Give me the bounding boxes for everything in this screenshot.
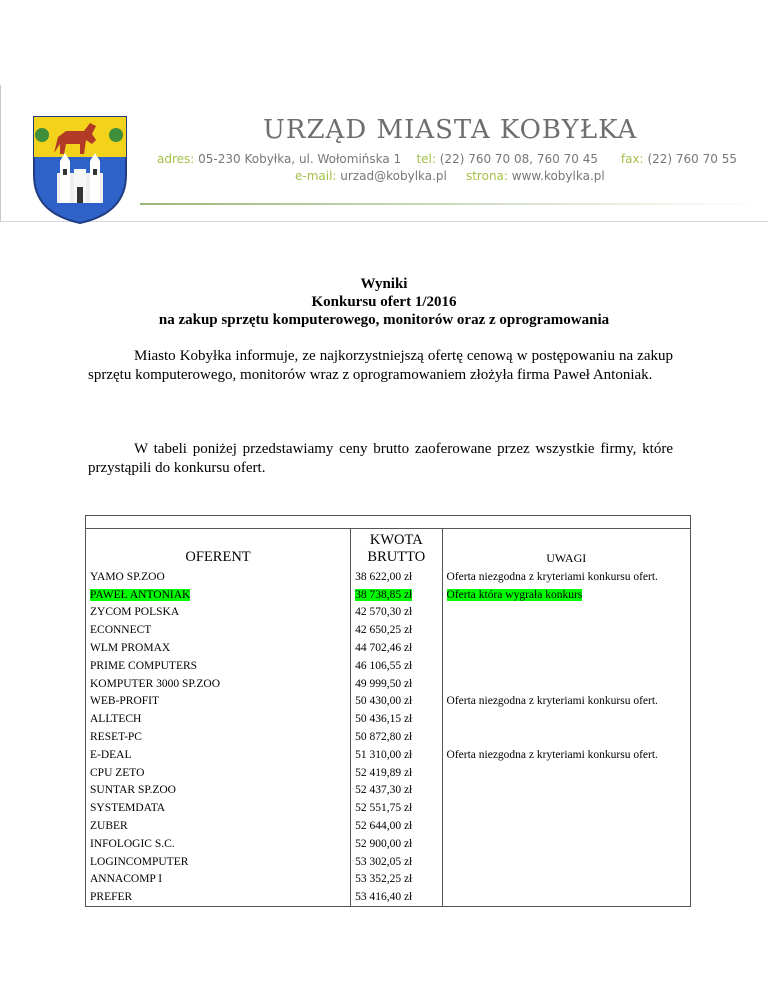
offer-amount-cell (351, 568, 442, 586)
offer-amount-cell (351, 657, 442, 675)
offer-name-text: PRIME COMPUTERS (90, 659, 198, 672)
offer-name-cell (86, 835, 351, 853)
header-oferent: OFERENT (86, 529, 351, 569)
offer-amount-text: 38 622,00 zł (355, 570, 413, 583)
letterhead-accent-line (140, 203, 760, 205)
offer-amount-cell (351, 871, 442, 889)
offer-amount-cell (351, 764, 442, 782)
offer-amount-cell (351, 888, 442, 906)
offer-name-text: INFOLOGIC S.C. (90, 837, 175, 850)
offer-amount-cell (351, 710, 442, 728)
table-row (86, 568, 691, 586)
offer-amount-cell (351, 586, 442, 604)
letterhead-web-line (295, 169, 605, 183)
table-row (86, 710, 691, 728)
offer-note-cell (442, 799, 690, 817)
intro-paragraph: Miasto Kobyłka informuje, ze najkorzystniejszą ofertę cenową w postępowaniu na zakup sprzętu komputerowego, monitorów wraz z oprogramowaniem złożyła firma Paweł Antoniak. (88, 348, 673, 383)
offer-name-text: ZUBER (90, 820, 128, 833)
offer-note-text: Oferta niezgodna z kryteriami konkursu ofert. (446, 695, 658, 708)
offer-name-cell (86, 888, 351, 906)
table-row (86, 675, 691, 693)
offer-amount-text: 51 310,00 zł (355, 748, 413, 761)
offer-name-text: PREFER (90, 891, 133, 904)
table-row (86, 604, 691, 622)
offer-name-cell (86, 764, 351, 782)
offer-note-cell (442, 675, 690, 693)
offer-note-cell (442, 693, 690, 711)
offer-note-text: Oferta która wygrała konkurs (446, 588, 583, 601)
offer-amount-cell (351, 728, 442, 746)
offer-amount-cell (351, 799, 442, 817)
offer-name-cell (86, 657, 351, 675)
offer-name-cell (86, 621, 351, 639)
offer-note-cell (442, 888, 690, 906)
table-row (86, 817, 691, 835)
address-label: adres: (157, 152, 195, 166)
table-row (86, 871, 691, 889)
table-row (86, 835, 691, 853)
offer-name-cell (86, 693, 351, 711)
offer-note-text: Oferta niezgodna z kryteriami konkursu ofert. (446, 748, 658, 761)
offer-amount-text: 50 430,00 zł (355, 695, 413, 708)
table-top-row (86, 516, 691, 529)
offer-name-cell (86, 782, 351, 800)
offer-name-text: YAMO SP.ZOO (90, 570, 165, 583)
offer-name-text: ANNACOMP I (90, 873, 163, 886)
offer-name-text: CPU ZETO (90, 766, 145, 779)
offer-name-text: E-DEAL (90, 748, 132, 761)
offer-name-cell (86, 799, 351, 817)
offer-note-cell (442, 604, 690, 622)
offer-name-cell (86, 639, 351, 657)
offer-name-cell (86, 586, 351, 604)
letterhead-border (0, 85, 11, 222)
offer-note-cell (442, 835, 690, 853)
table-intro-paragraph: W tabeli poniżej przedstawiamy ceny brutto zaoferowane przez wszystkie firmy, które przystąpili do konkursu ofert. (88, 441, 673, 476)
offer-note-cell (442, 568, 690, 586)
fax-text: (22) 760 70 55 (647, 152, 737, 166)
offer-name-text: ZYCOM POLSKA (90, 606, 180, 619)
offer-amount-cell (351, 621, 442, 639)
offer-amount-cell (351, 604, 442, 622)
offer-name-text: SYSTEMDATA (90, 802, 166, 815)
table-row (86, 782, 691, 800)
fax-label: fax: (620, 152, 644, 166)
table-row (86, 764, 691, 782)
offer-note-cell (442, 853, 690, 871)
offer-amount-text: 53 352,25 zł (355, 873, 413, 886)
offer-name-text: PAWEŁ ANTONIAK (90, 588, 191, 601)
email-label: e-mail: (295, 169, 337, 183)
offer-note-cell (442, 871, 690, 889)
coat-of-arms-icon (30, 113, 130, 225)
offer-note-cell (442, 764, 690, 782)
offer-amount-text: 53 302,05 zł (355, 855, 413, 868)
offer-note-cell (442, 782, 690, 800)
offer-note-cell (442, 657, 690, 675)
offer-amount-text: 46 106,55 zł (355, 659, 413, 672)
offer-note-cell (442, 710, 690, 728)
offer-name-text: LOGINCOMPUTER (90, 855, 189, 868)
letterhead (0, 85, 768, 225)
table-row (86, 799, 691, 817)
offer-amount-text: 52 644,00 zł (355, 820, 413, 833)
offer-name-text: ECONNECT (90, 624, 152, 637)
offer-amount-text: 50 436,15 zł (355, 713, 413, 726)
table-row (86, 888, 691, 906)
offer-name-cell (86, 817, 351, 835)
offer-amount-cell (351, 693, 442, 711)
offer-note-cell (442, 817, 690, 835)
offer-amount-cell (351, 675, 442, 693)
offer-name-text: WLM PROMAX (90, 642, 171, 655)
offer-amount-cell (351, 746, 442, 764)
address-text: 05-230 Kobyłka, ul. Wołomińska 1 (198, 152, 402, 166)
offer-amount-cell (351, 639, 442, 657)
tel-text: (22) 760 70 08, 760 70 45 (439, 152, 598, 166)
table-row (86, 639, 691, 657)
offer-note-cell (442, 639, 690, 657)
offer-note-cell (442, 586, 690, 604)
web-text: www.kobylka.pl (511, 169, 605, 183)
offer-amount-text: 49 999,50 zł (355, 677, 413, 690)
offer-name-text: ALLTECH (90, 713, 142, 726)
offer-amount-cell (351, 853, 442, 871)
offer-note-cell (442, 621, 690, 639)
heading-line-3: na zakup sprzętu komputerowego, monitorów oraz z oprogramowania (158, 312, 610, 328)
offer-amount-text: 52 437,30 zł (355, 784, 413, 797)
header-kwota (351, 529, 442, 569)
table-row (86, 657, 691, 675)
heading-line-1: Wyniki (360, 276, 408, 292)
header-uwagi: UWAGI (442, 529, 690, 569)
offer-name-cell (86, 728, 351, 746)
header-kwota-line2: BRUTTO (367, 549, 426, 565)
offer-name-text: KOMPUTER 3000 SP.ZOO (90, 677, 221, 690)
offer-name-cell (86, 871, 351, 889)
offer-amount-text: 52 419,89 zł (355, 766, 413, 779)
offer-name-cell (86, 853, 351, 871)
offer-amount-text: 52 900,00 zł (355, 837, 413, 850)
offer-amount-cell (351, 835, 442, 853)
header-kwota-line1: KWOTA (369, 532, 423, 548)
offer-note-text: Oferta niezgodna z kryteriami konkursu ofert. (446, 570, 658, 583)
table-row (86, 621, 691, 639)
table-row (86, 693, 691, 711)
offer-name-cell (86, 604, 351, 622)
table-row (86, 746, 691, 764)
offer-amount-cell (351, 782, 442, 800)
offer-name-text: RESET-PC (90, 731, 142, 744)
offer-amount-text: 38 738,85 zł (355, 588, 413, 601)
table-row (86, 586, 691, 604)
letterhead-title: URZĄD MIASTA KOBYŁKA (263, 115, 638, 145)
offer-name-cell (86, 675, 351, 693)
offer-name-cell (86, 710, 351, 728)
offer-name-cell (86, 568, 351, 586)
offer-note-cell (442, 746, 690, 764)
offer-amount-text: 52 551,75 zł (355, 802, 413, 815)
offer-name-text: SUNTAR SP.ZOO (90, 784, 176, 797)
offer-amount-text: 42 650,25 zł (355, 624, 413, 637)
table-row (86, 853, 691, 871)
offers-table (85, 515, 691, 907)
table-header-row (86, 529, 691, 569)
offer-amount-text: 44 702,46 zł (355, 642, 413, 655)
offer-amount-text: 42 570,30 zł (355, 606, 413, 619)
tel-label: tel: (416, 152, 436, 166)
email-text: urzad@kobylka.pl (340, 169, 447, 183)
offer-amount-cell (351, 817, 442, 835)
table-row (86, 728, 691, 746)
offer-amount-text: 53 416,40 zł (355, 891, 413, 904)
offer-name-cell (86, 746, 351, 764)
offer-note-cell (442, 728, 690, 746)
offer-amount-text: 50 872,80 zł (355, 731, 413, 744)
heading-line-2: Konkursu ofert 1/2016 (311, 294, 457, 310)
offer-name-text: WEB-PROFIT (90, 695, 159, 708)
letterhead-contact-line (157, 152, 737, 166)
web-label: strona: (465, 169, 508, 183)
